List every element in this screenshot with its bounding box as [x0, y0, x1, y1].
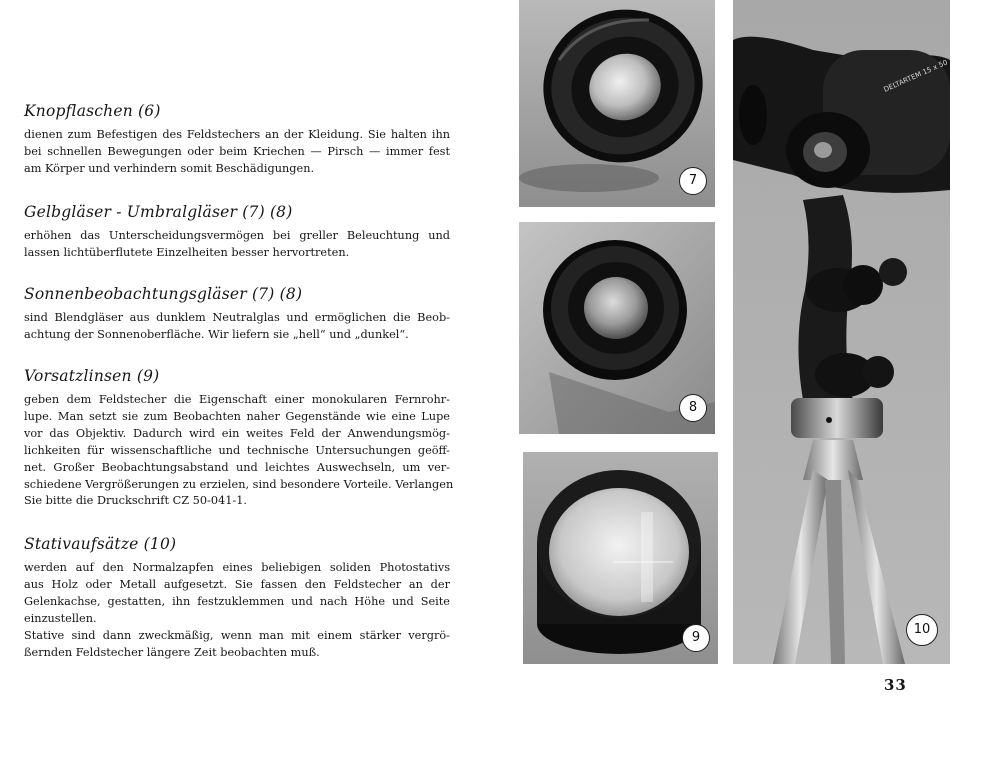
figure-10-photo	[733, 0, 950, 664]
figure-9-photo	[523, 452, 718, 664]
text-line: lichkeiten für wissenschaftliche und technische Untersuchungen geöff-	[24, 443, 450, 457]
text-line: erhöhen das Unterscheidungsvermögen bei greller Beleuchtung und	[24, 229, 450, 242]
section-body	[24, 560, 450, 661]
section-body	[24, 228, 450, 262]
tripod-adapter-image	[733, 0, 950, 664]
section-title: Knopflaschen (6)	[24, 102, 161, 120]
section-body	[24, 392, 454, 510]
page-number: 33	[884, 676, 907, 694]
figure-8-photo	[519, 222, 715, 434]
text-line: dienen zum Befestigen des Feldstechers an der Kleidung. Sie halten ihn	[24, 128, 450, 141]
section-vorsatzlinsen	[24, 367, 454, 510]
section-body	[24, 310, 450, 344]
text-line: lupe. Man setzt sie zum Beobachten naher Gegenstände wie eine Lupe	[24, 409, 450, 423]
text-line: Gelenkachse, gestatten, ihn festzuklemmen und nach Höhe und Seite	[24, 594, 450, 608]
text-line: Stative sind dann zweckmäßig, wenn man mit einem stärker vergrö-	[24, 628, 450, 642]
figure-7-photo	[519, 0, 715, 207]
text-line: Sie bitte die Druckschrift CZ 50-041-1.	[24, 494, 248, 508]
section-title: Gelbgläser - Umbralgläser (7) (8)	[24, 203, 293, 221]
text-line: ßernden Feldstecher längere Zeit beobachten muß.	[24, 645, 320, 659]
section-title: Vorsatzlinsen (9)	[24, 367, 160, 385]
binocular-brand-inscription: DELTARTEM 15 x 50	[882, 58, 949, 94]
text-line: vor das Objektiv. Dadurch wird ein weites Feld der Anwendungsmög-	[24, 426, 450, 440]
figure-number-badge: 10	[906, 614, 938, 646]
text-line: aus Holz oder Metall aufgesetzt. Sie fassen den Feldstecher an der	[24, 577, 450, 591]
section-stativaufsaetze	[24, 535, 450, 661]
text-line: achtung der Sonnenoberfläche. Wir liefern sie „hell“ und „dunkel“.	[24, 327, 409, 341]
text-line: schiedene Vergrößerungen zu erzielen, sind besondere Vorteile. Verlangen	[24, 477, 454, 491]
text-line: net. Großer Beobachtungsabstand und leichtes Auswechseln, um ver-	[24, 460, 450, 474]
figure-number-badge: 7	[679, 167, 707, 195]
text-line: einzustellen.	[24, 611, 97, 625]
text-line: werden auf den Normalzapfen eines beliebigen soliden Photostativs	[24, 561, 450, 574]
section-title: Sonnenbeobachtungsgläser (7) (8)	[24, 285, 303, 303]
figure-number-badge: 8	[679, 394, 707, 422]
section-title: Stativaufsätze (10)	[24, 535, 177, 553]
text-line: geben dem Feldstecher die Eigenschaft einer monokularen Fernrohr-	[24, 393, 450, 406]
figure-number-badge: 9	[682, 624, 710, 652]
text-line: lassen lichtüberflutete Einzelheiten besser hervortreten.	[24, 245, 350, 259]
section-body	[24, 127, 450, 178]
text-line: sind Blendgläser aus dunklem Neutralglas und ermöglichen die Beob-	[24, 311, 450, 324]
text-line: am Körper und verhindern somit Beschädigungen.	[24, 161, 315, 175]
section-sonnenbeobachtungsglaeser	[24, 285, 450, 344]
section-knopflaschen	[24, 102, 450, 178]
section-gelbglaeser	[24, 203, 450, 262]
text-line: bei schnellen Bewegungen oder beim Kriechen — Pirsch — immer fest	[24, 144, 450, 158]
